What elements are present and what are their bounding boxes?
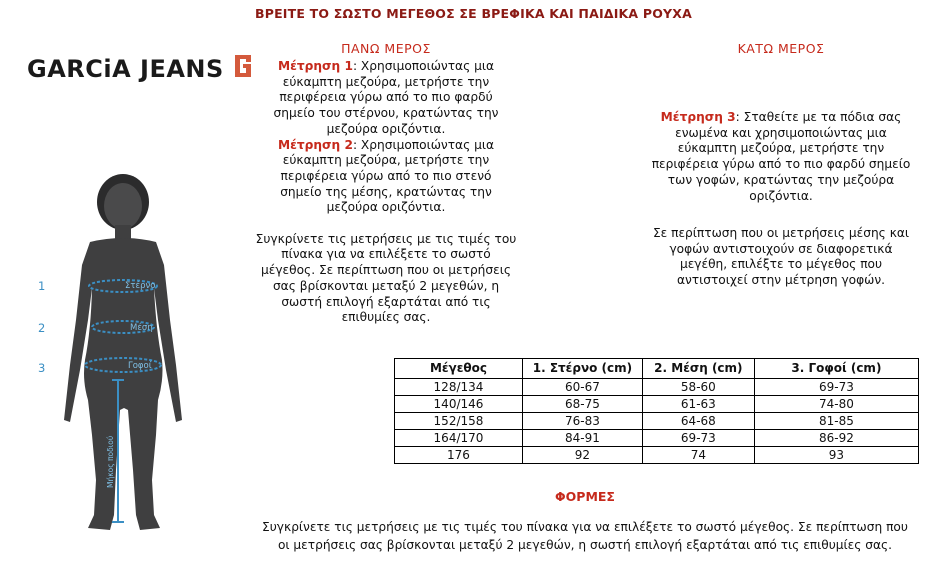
lower-section (636, 41, 926, 56)
header-size: Μέγεθος (395, 359, 523, 379)
measurement-number-3: 3 (38, 361, 46, 375)
waist-label: Μέση (130, 323, 153, 333)
footer-heading: ΦΟΡΜΕΣ (555, 489, 615, 504)
table-row: 128/134 60-67 58-60 69-73 (395, 379, 919, 396)
header-chest: 1. Στέρνο (cm) (522, 359, 642, 379)
hips-note: Σε περίπτωση που οι μετρήσεις μέσης και γοφών αντιστοιχούν σε διαφορετικά μεγέθη, επιλέξτε το μέγεθος που αντιστοιχεί στην μέτρηση γοφών. (652, 226, 910, 288)
brand-name: GARCiA JEANS (27, 55, 224, 83)
size-table (394, 358, 919, 464)
measurement-3-label: Μέτρηση 3 (660, 110, 736, 124)
measurement-2-label: Μέτρηση 2 (277, 137, 353, 152)
table-row: 164/170 84-91 69-73 86-92 (395, 430, 919, 447)
page-title: ΒΡΕΙΤΕ ΤΟ ΣΩΣΤΟ ΜΕΓΕΘΟΣ ΣΕ ΒΡΕΦΙΚΑ ΚΑΙ ΠΑΙΔΙΚΑ ΡΟΥΧΑ (254, 6, 693, 21)
brand-logo (27, 53, 254, 85)
header-waist: 2. Μέση (cm) (642, 359, 754, 379)
upper-instructions: Μέτρηση 1: Χρησιμοποιώντας μια εύκαμπτη μεζούρα, μετρήστε την περιφέρεια γύρω από το πιο φαρδύ σημείο του στέρνου, κρατώντας την μεζούρα οριζόντια. Μέτρηση 2: Χρησιμοποιώντας μια εύκαμπτη μεζούρα, μετρήστε την περιφέρεια γύρω από το πιο στενό σημείο της μέσης, κρατώντας την μεζούρα οριζόντια. Συγκρίνετε τις μετρήσεις με τις τιμές του πίνακα για να επιλέξετε το σωστό μέγεθος. Σε περίπτωση που οι μετρήσεις σας βρίσκονται μεταξύ 2 μεγεθών, η σωστή επιλογή εξαρτάται από τις επιθυμίες σας. (252, 59, 520, 326)
leg-label: Μήκος ποδιού (106, 435, 115, 488)
upper-section (252, 41, 520, 326)
measurement-number-1: 1 (38, 279, 46, 293)
lower-heading: ΚΑΤΩ ΜΕΡΟΣ (737, 41, 825, 56)
upper-heading: ΠΑΝΩ ΜΕΡΟΣ (341, 41, 431, 56)
table-row: 140/146 68-75 61-63 74-80 (395, 396, 919, 413)
hips-label: Γοφοί (128, 361, 152, 371)
measurement-1-label: Μέτρηση 1 (277, 59, 353, 73)
table-row: 176 92 74 93 (395, 447, 919, 464)
lower-instructions: Μέτρηση 3: Σταθείτε με τα πόδια σας ενωμένα και χρησιμοποιώντας μια εύκαμπτη μεζούρα, μετρήστε την περιφέρεια γύρω από το πιο φαρδύ σημείο των γοφών, κρατώντας την μεζούρα οριζόντια. (651, 110, 911, 203)
compare-note: Συγκρίνετε τις μετρήσεις με τις τιμές του πίνακα για να επιλέξετε το σωστό μέγεθος. Σε περίπτωση που οι μετρήσεις σας βρίσκονται μεταξύ 2 μεγεθών, η σωστή επιλογή εξαρτάται από τις επιθυμίες σας. (255, 231, 517, 325)
header-hips: 3. Γοφοί (cm) (754, 359, 918, 379)
measurement-number-2: 2 (38, 321, 46, 335)
body-figure (30, 170, 220, 550)
footer-note: Συγκρίνετε τις μετρήσεις με τις τιμές του πίνακα για να επιλέξετε το σωστό μέγεθος. Σε περίπτωση που οι μετρήσεις σας βρίσκονται μεταξύ 2 μεγεθών, η σωστή επιλογή εξαρτάται από τις επιθυμίες σας. (262, 520, 908, 552)
garcia-g-icon (232, 53, 254, 85)
table-header-row (395, 359, 919, 379)
table-row: 152/158 76-83 64-68 81-85 (395, 413, 919, 430)
chest-label: Στέρνο (125, 281, 156, 291)
body-silhouette (30, 170, 220, 550)
